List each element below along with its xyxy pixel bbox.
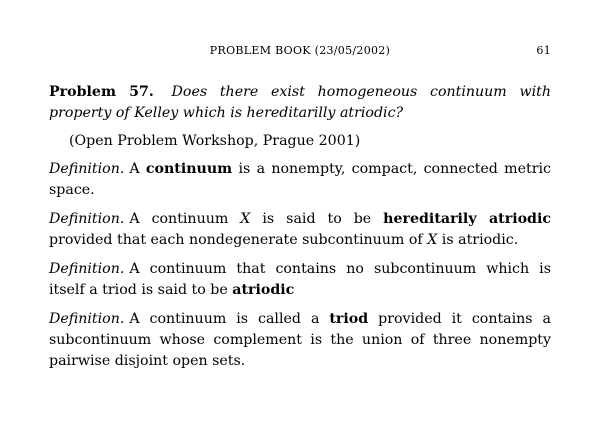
- problem-source: (Open Problem Workshop, Prague 2001): [69, 133, 361, 149]
- definition-text: A continuum: [129, 211, 241, 227]
- definition-text: is atriodic.: [437, 232, 519, 248]
- page-number: 61: [536, 44, 551, 57]
- definition-label: Definition.: [49, 311, 125, 327]
- problem-label: Problem 57.: [49, 84, 154, 100]
- definition-triod: [49, 309, 551, 372]
- definition-label: Definition.: [49, 261, 125, 277]
- definition-text: provided it contains a subcontinuum whose complement is the union of three nonempty pairwise disjoint open sets.: [49, 311, 551, 369]
- math-variable: X: [240, 211, 251, 227]
- body-text: [49, 82, 551, 380]
- definition-text: is said to be: [250, 211, 384, 227]
- definition-atriodic: [49, 259, 551, 301]
- defined-term: hereditarily atriodic: [383, 211, 551, 227]
- problem-statement: [49, 82, 551, 124]
- definition-continuum: [49, 159, 551, 201]
- definition-text: provided that each nondegenerate subcontinuum of: [49, 232, 428, 248]
- definition-hereditarily-atriodic: [49, 209, 551, 251]
- defined-term: triod: [329, 311, 369, 327]
- running-head: [49, 44, 551, 62]
- definition-text: A continuum is called a: [129, 311, 330, 327]
- definition-text: is a nonempty, compact, connected metric space.: [49, 161, 551, 198]
- definition-label: Definition.: [49, 161, 125, 177]
- definition-label: Definition.: [49, 211, 125, 227]
- problem-question: Does there exist homogeneous continuum with property of Kelley which is hereditarilly atriodic?: [49, 84, 551, 121]
- running-title: PROBLEM BOOK (23/05/2002): [209, 44, 391, 57]
- definition-text: A continuum that contains no subcontinuum which is itself a triod is said to be: [49, 261, 551, 298]
- defined-term: continuum: [145, 161, 233, 177]
- math-variable: X: [427, 232, 438, 248]
- defined-term: atriodic: [232, 282, 295, 298]
- definition-text: A: [129, 161, 146, 177]
